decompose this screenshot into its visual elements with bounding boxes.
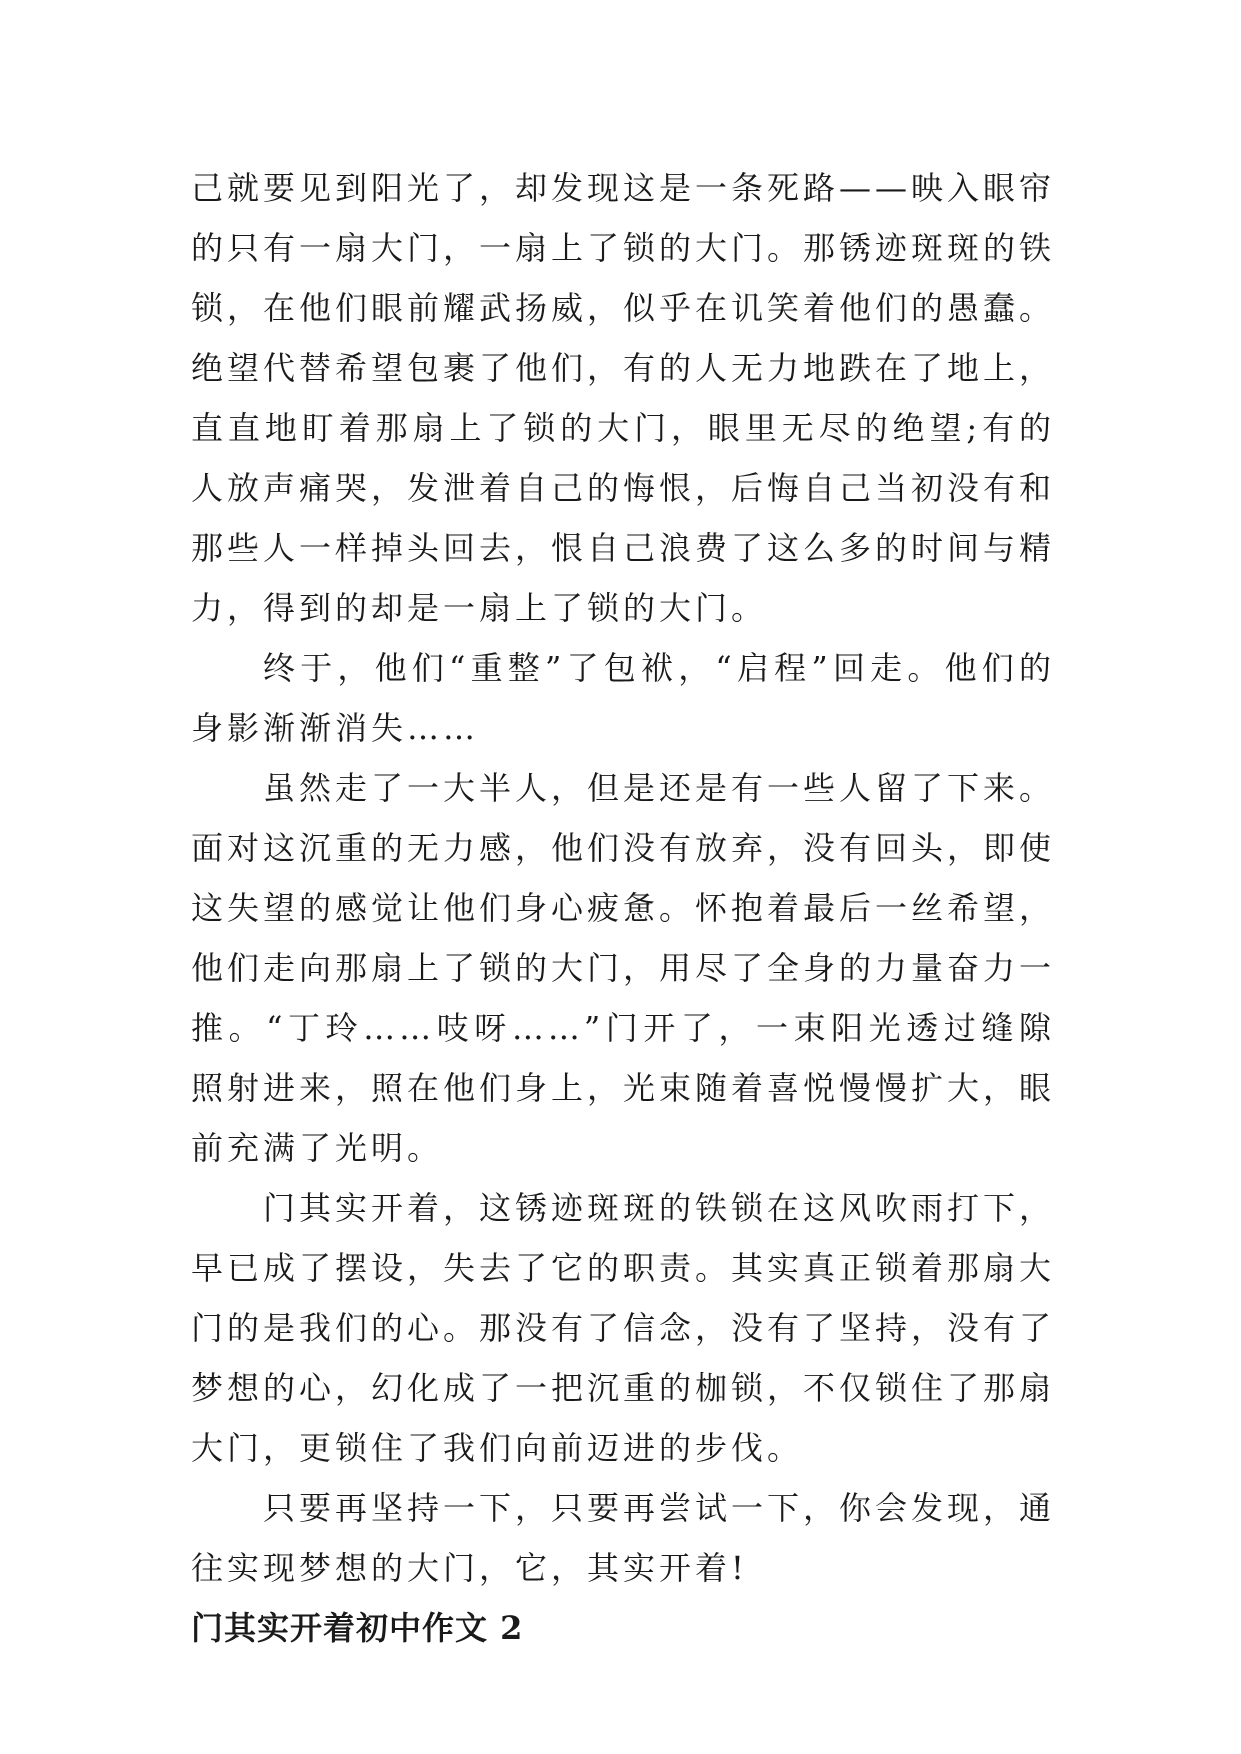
document-body — [191, 158, 1055, 1658]
paragraph-4: 门其实开着，这锈迹斑斑的铁锁在这风吹雨打下，早已成了摆设，失去了它的职责。其实真正锁着那扇大门的是我们的心。那没有了信念，没有了坚持，没有了梦想的心，幻化成了一把沉重的枷锁，不仅锁住了那扇大门，更锁住了我们向前迈进的步伐。 — [191, 1189, 1056, 1467]
paragraph-2: 终于，他们“重整”了包袱，“启程”回走。他们的身影渐渐消失…… — [191, 649, 1055, 747]
paragraph-5: 只要再坚持一下，只要再尝试一下，你会发现，通往实现梦想的大门，它，其实开着! — [191, 1489, 1056, 1587]
paragraph-3: 虽然走了一大半人，但是还是有一些人留了下来。面对这沉重的无力感，他们没有放弃，没有回头，即使这失望的感觉让他们身心疲惫。怀抱着最后一丝希望，他们走向那扇上了锁的大门，用尽了全身的力量奋力一推。“丁玲……吱呀……”门开了，一束阳光透过缝隙照射进来，照在他们身上，光束随着喜悦慢慢扩大，眼前充满了光明。 — [191, 769, 1056, 1167]
paragraph-1: 己就要见到阳光了，却发现这是一条死路——映入眼帘的只有一扇大门，一扇上了锁的大门。那锈迹斑斑的铁锁，在他们眼前耀武扬威，似乎在讥笑着他们的愚蠢。绝望代替希望包裹了他们，有的人无力地跌在了地上，直直地盯着那扇上了锁的大门，眼里无尽的绝望;有的人放声痛哭，发泄着自己的悔恨，后悔自己当初没有和那些人一样掉头回去，恨自己浪费了这么多的时间与精力，得到的却是一扇上了锁的大门。 — [191, 169, 1056, 627]
section-heading: 门其实开着初中作文 2 — [191, 1609, 524, 1647]
